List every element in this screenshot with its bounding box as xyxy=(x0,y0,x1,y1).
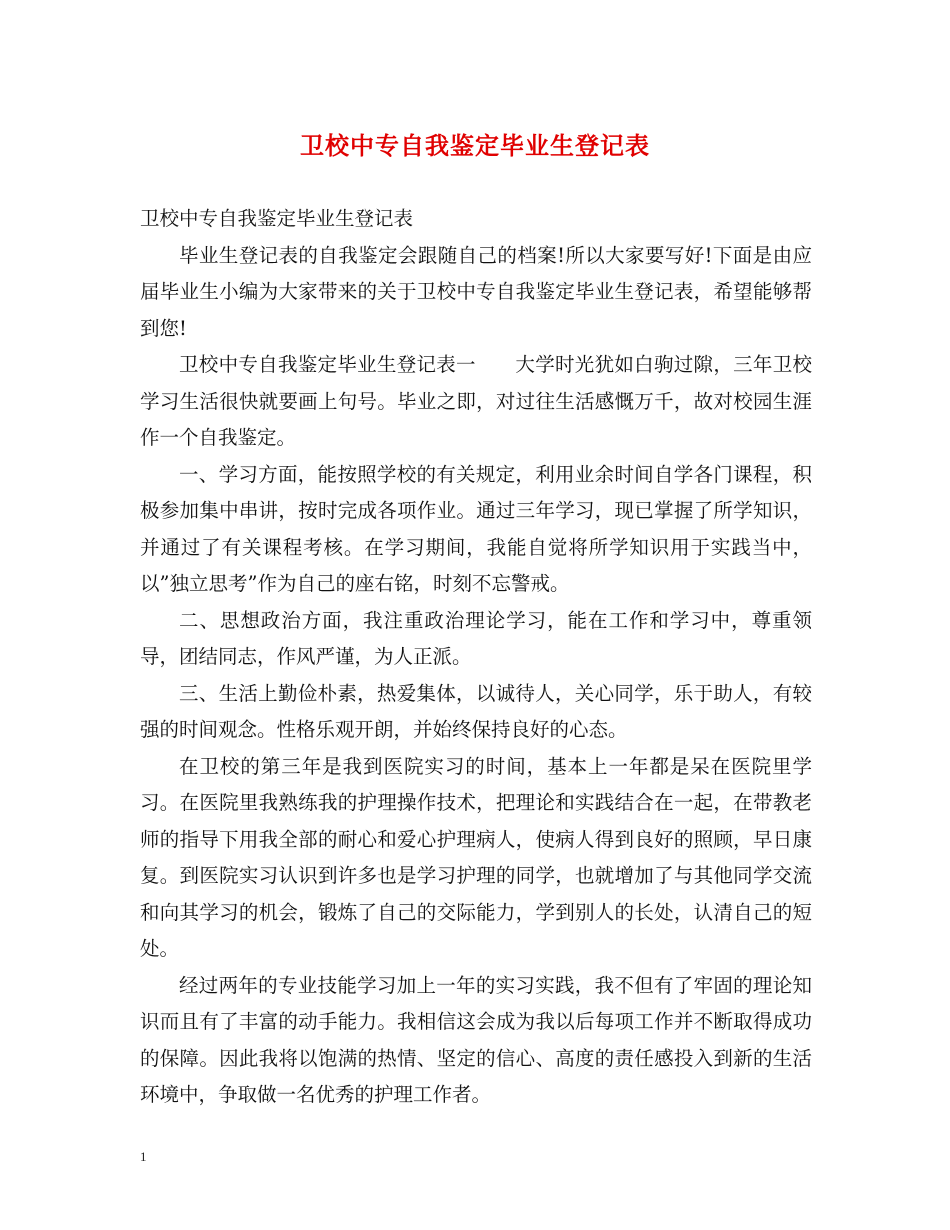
paragraph-life: 三、生活上勤俭朴素，热爱集体，以诚待人，关心同学，乐于助人，有较强的时间观念。性格乐观开朗，并始终保持良好的心态。 xyxy=(140,681,812,741)
document-subtitle: 卫校中专自我鉴定毕业生登记表 xyxy=(140,207,414,230)
document-body xyxy=(140,201,812,1114)
page-number: 1 xyxy=(140,1149,147,1164)
paragraph-conclusion: 经过两年的专业技能学习加上一年的实习实践，我不但有了牢固的理论知识而且有了丰富的动手能力。我相信这会成为我以后每项工作并不断取得成功的保障。因此我将以饱满的热情、坚定的信心、高度的责任感投入到新的生活环境中，争取做一名优秀的护理工作者。 xyxy=(140,973,812,1106)
paragraph-study: 一、学习方面，能按照学校的有关规定，利用业余时间自学各门课程，积极参加集中串讲，按时完成各项作业。通过三年学习，现已掌握了所学知识，并通过了有关课程考核。在学习期间，我能自觉将所学知识用于实践当中，以”独立思考”作为自己的座右铭，时刻不忘警戒。 xyxy=(140,462,812,595)
paragraph-politics: 二、思想政治方面，我注重政治理论学习，能在工作和学习中，尊重领导，团结同志，作风严谨，为人正派。 xyxy=(140,608,812,668)
document-title: 卫校中专自我鉴定毕业生登记表 xyxy=(300,131,650,160)
paragraph-internship: 在卫校的第三年是我到医院实习的时间，基本上一年都是呆在医院里学习。在医院里我熟练我的护理操作技术，把理论和实践结合在一起，在带教老师的指导下用我全部的耐心和爱心护理病人，使病人得到良好的照顾，早日康复。到医院实习认识到许多也是学习护理的同学，也就增加了与其他同学交流和向其学习的机会，锻炼了自己的交际能力，学到别人的长处，认清自己的短处。 xyxy=(140,754,812,960)
paragraph-intro: 毕业生登记表的自我鉴定会跟随自己的档案!所以大家要写好!下面是由应届毕业生小编为大家带来的关于卫校中专自我鉴定毕业生登记表，希望能够帮到您! xyxy=(140,243,812,340)
paragraph-opening: 卫校中专自我鉴定毕业生登记表一 大学时光犹如白驹过隙，三年卫校学习生活很快就要画上句号。毕业之即，对过往生活感慨万千，故对校园生涯作一个自我鉴定。 xyxy=(140,353,812,449)
